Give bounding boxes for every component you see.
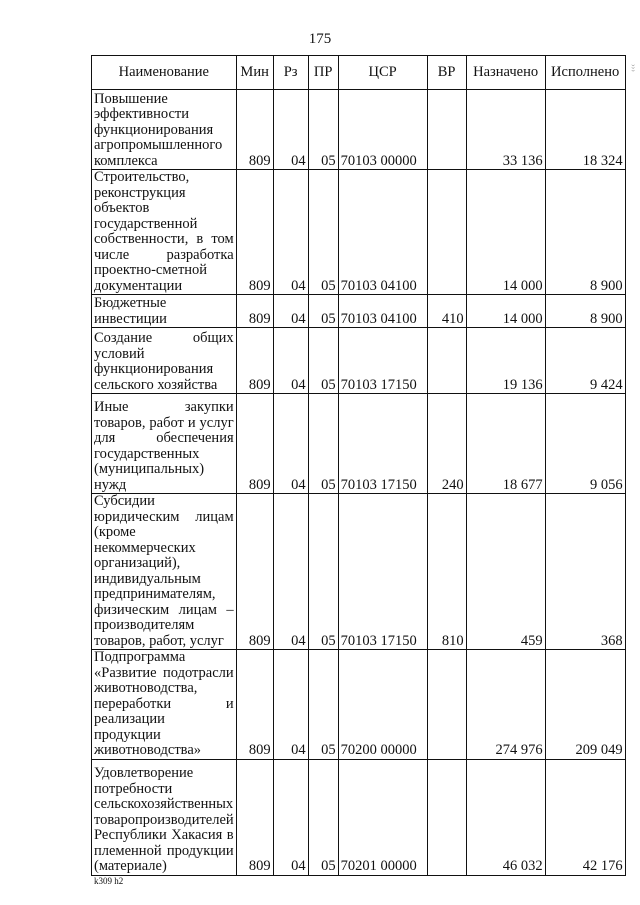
cell-executed: 9 424 [545,328,625,394]
page-number: 175 [308,31,332,47]
cell-min: 809 [236,494,273,650]
cell-rz: 04 [273,494,308,650]
header-vr: ВР [427,56,466,90]
cell-executed: 368 [545,494,625,650]
cell-rz: 04 [273,759,308,875]
header-name: Наименование [92,56,237,90]
cell-rz: 04 [273,170,308,295]
cell-pr: 05 [308,759,338,875]
cell-vr [427,90,466,170]
cell-min: 809 [236,90,273,170]
header-rz: Рз [273,56,308,90]
table-row [92,170,626,295]
cell-csr: 70201 00000 [338,759,427,875]
table-row [92,90,626,170]
table-row [92,759,626,875]
cell-name: Создание общих условий функционирования сельского хозяйства [92,328,237,394]
cell-assigned: 459 [466,494,545,650]
cell-executed: 8 900 [545,170,625,295]
cell-pr: 05 [308,295,338,328]
cell-executed: 9 056 [545,394,625,494]
cell-assigned: 18 677 [466,394,545,494]
cell-name: Строительство, реконструкция объектов государственной собственности, в том числе разработка проектно-сметной документации [92,170,237,295]
cell-csr: 70200 00000 [338,650,427,760]
table-row [92,328,626,394]
header-min: Мин [236,56,273,90]
cell-name: Субсидии юридическим лицам (кроме некоммерческих организаций), индивидуальным предпринимателям, физическим лицам – производителям товаров, работ, услуг [92,494,237,650]
cell-name: Подпрограмма «Развитие подотрасли животноводства, переработки и реализации продукции животноводства» [92,650,237,760]
cell-rz: 04 [273,90,308,170]
cell-rz: 04 [273,328,308,394]
cell-executed: 18 324 [545,90,625,170]
cell-executed: 8 900 [545,295,625,328]
table-header-row [92,56,626,90]
cell-min: 809 [236,759,273,875]
cell-csr: 70103 04100 [338,295,427,328]
cell-vr [427,328,466,394]
budget-table [91,55,626,876]
cell-assigned: 14 000 [466,295,545,328]
cell-assigned: 274 976 [466,650,545,760]
cell-rz: 04 [273,650,308,760]
cell-name: Иные закупки товаров, работ и услуг для обеспечения государственных (муниципальных) нужд [92,394,237,494]
header-csr: ЦСР [338,56,427,90]
cell-csr: 70103 00000 [338,90,427,170]
cell-assigned: 19 136 [466,328,545,394]
cell-vr: 410 [427,295,466,328]
cell-csr: 70103 17150 [338,328,427,394]
cell-assigned: 33 136 [466,90,545,170]
cell-min: 809 [236,394,273,494]
table-row [92,295,626,328]
margin-mark: ››› [629,64,638,72]
cell-min: 809 [236,650,273,760]
footer-code: k309 h2 [94,876,124,886]
cell-pr: 05 [308,90,338,170]
cell-pr: 05 [308,494,338,650]
cell-min: 809 [236,295,273,328]
header-assigned: Назначено [466,56,545,90]
cell-name: Повышение эффективности функционирования агропромышленного комплекса [92,90,237,170]
cell-rz: 04 [273,295,308,328]
cell-rz: 04 [273,394,308,494]
cell-pr: 05 [308,170,338,295]
cell-executed: 42 176 [545,759,625,875]
cell-csr: 70103 04100 [338,170,427,295]
cell-vr [427,759,466,875]
cell-pr: 05 [308,394,338,494]
header-pr: ПР [308,56,338,90]
cell-min: 809 [236,170,273,295]
cell-name: Бюджетные инвестиции [92,295,237,328]
cell-pr: 05 [308,650,338,760]
cell-name: Удовлетворение потребности сельскохозяйственных товаропроизводителей Республики Хакасия в племенной продукции (материале) [92,759,237,875]
cell-vr [427,650,466,760]
table-row [92,394,626,494]
header-executed: Исполнено [545,56,625,90]
cell-min: 809 [236,328,273,394]
cell-pr: 05 [308,328,338,394]
table-row [92,650,626,760]
cell-vr: 810 [427,494,466,650]
cell-csr: 70103 17150 [338,394,427,494]
table-row [92,494,626,650]
cell-executed: 209 049 [545,650,625,760]
cell-assigned: 46 032 [466,759,545,875]
cell-csr: 70103 17150 [338,494,427,650]
cell-vr [427,170,466,295]
cell-vr: 240 [427,394,466,494]
cell-assigned: 14 000 [466,170,545,295]
